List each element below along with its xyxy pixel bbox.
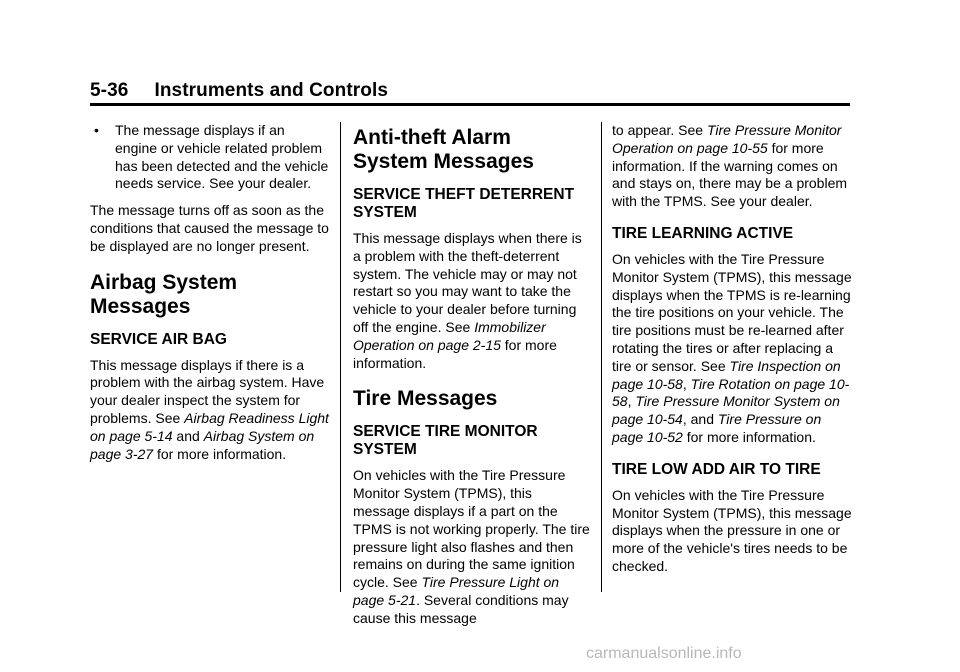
heading-tire-learning: TIRE LEARNING ACTIVE: [612, 224, 794, 242]
paragraph-airbag: [90, 357, 330, 464]
text-learning-a: On vehicles with the Tire Pressure Monitor System (TPMS), this message displays when the TPMS is re-learning the tire positions on your vehicle. The tire positions must be re-learned after rotating the tires or after replacing a tire or sensor. See: [612, 250, 852, 374]
paragraph-tire-learning: [612, 251, 852, 447]
text-tire-a: On vehicles with the Tire Pressure Monitor System (TPMS), this message displays if a part on the TPMS is not working properly. The tire pressure light also flashes and then remains on during the same ignition cycle. See: [353, 467, 590, 591]
paragraph-tire-monitor: [353, 467, 590, 627]
page-header: [90, 80, 388, 102]
text-theft-b: for more information.: [353, 336, 557, 371]
text-sep-2: ,: [627, 393, 636, 410]
link-immobilizer[interactable]: Immobilizer Operation on page 2-15: [353, 318, 546, 353]
link-tpms-system[interactable]: Tire Pressure Monitor System on page 10-54: [612, 393, 840, 428]
text-airbag-c: for more information.: [153, 445, 287, 462]
paragraph-continued: [612, 122, 852, 211]
page-number: 5-36: [90, 80, 129, 101]
heading-airbag-messages: Airbag System Messages: [90, 270, 238, 318]
paragraph-tire-low: On vehicles with the Tire Pressure Monitor System (TPMS), this message displays when the pressure in one or more of the vehicle's tires needs to be checked.: [612, 486, 852, 574]
column-2: [353, 122, 590, 637]
heading-antitheft-messages: Anti-theft Alarm System Messages: [353, 126, 534, 173]
text-cont-a: to appear. See: [612, 122, 707, 138]
text-theft-a: This message displays when there is a problem with the theft-deterrent system. The vehicle may or may not restart so you may want to take the vehicle to your dealer before turning off the engine. See: [353, 230, 582, 335]
paragraph-turns-off: The message turns off as soon as the conditions that caused the message to be displayed are no longer present.: [90, 202, 329, 254]
text-cont-b: for more information. If the warning comes on and stays on, there may be a problem with the TPMS. See your dealer.: [612, 139, 848, 210]
heading-tire-low: TIRE LOW ADD AIR TO TIRE: [612, 460, 821, 478]
link-tpms-operation[interactable]: Tire Pressure Monitor Operation on page 10-55: [612, 122, 842, 156]
text-sep-1: ,: [682, 375, 691, 392]
paragraph-theft: [353, 230, 590, 372]
section-title: Instruments and Controls: [154, 80, 389, 101]
text-tire-b: . Several conditions may cause this message: [353, 591, 569, 626]
column-divider-2: [601, 122, 602, 592]
text-learning-b: for more information.: [682, 428, 816, 445]
text-airbag-a: This message displays if there is a problem with the airbag system. Have your dealer inspect the system for problems. See: [90, 356, 325, 426]
heading-service-tire-monitor: SERVICE TIRE MONITOR SYSTEM: [353, 423, 538, 459]
text-airbag-b: and: [172, 427, 204, 444]
bullet-item: [90, 122, 330, 193]
link-tire-pressure-light[interactable]: Tire Pressure Light on page 5-21: [353, 574, 560, 608]
column-divider-1: [340, 122, 341, 592]
header-rule: [90, 103, 850, 106]
link-tire-inspection[interactable]: Tire Inspection on page 10-58: [612, 357, 841, 392]
bullet-icon: •: [94, 122, 99, 138]
text-sep-3: , and: [682, 411, 718, 428]
column-1: [90, 122, 330, 472]
link-tire-pressure[interactable]: Tire Pressure on page 10-52: [612, 411, 822, 445]
link-airbag-readiness[interactable]: Airbag Readiness Light on page 5-14: [90, 409, 329, 444]
heading-service-air-bag: SERVICE AIR BAG: [90, 330, 227, 348]
column-3: [612, 122, 852, 585]
watermark: carmanualsonline.info: [586, 645, 742, 662]
heading-service-theft: SERVICE THEFT DETERRENT SYSTEM: [353, 186, 575, 221]
bullet-text: The message displays if an engine or vehicle related problem has been detected and the vehicle needs service. See your dealer.: [115, 122, 329, 192]
link-airbag-system[interactable]: Airbag System on page 3-27: [90, 427, 315, 462]
heading-tire-messages: Tire Messages: [353, 387, 498, 411]
link-tire-rotation[interactable]: Tire Rotation on page 10-58: [612, 375, 850, 410]
